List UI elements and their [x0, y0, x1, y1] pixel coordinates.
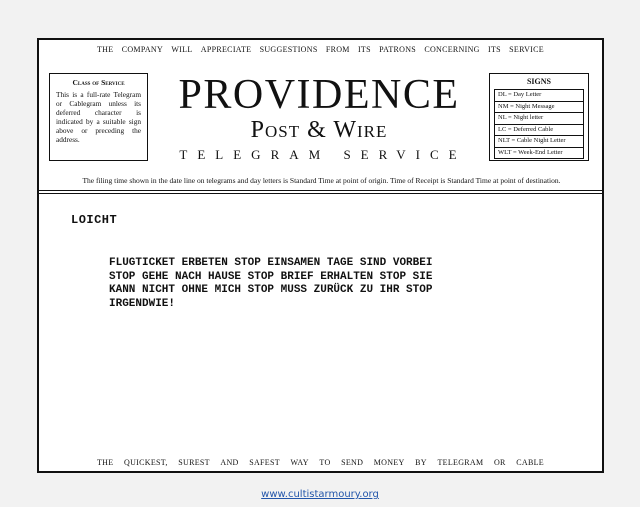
- sign-item: DL = Day Letter: [495, 90, 583, 102]
- bottom-banner-word: SUREST: [178, 458, 210, 467]
- top-banner-word: APPRECIATE: [200, 45, 252, 54]
- bottom-banner-word: AND: [220, 458, 239, 467]
- class-of-service-box: [49, 73, 148, 161]
- bottom-banner-word: OR: [493, 458, 506, 467]
- sign-item: WLT = Week-End Letter: [498, 148, 563, 156]
- bottom-banner-word: SEND: [341, 458, 364, 467]
- signs-box: [489, 73, 589, 161]
- bottom-banner-word: TELEGRAM: [437, 458, 484, 467]
- class-of-service-text: This is a full-rate Telegram or Cablegram unless its deferred character is indicated by a suitable sign above or preceding the address.: [56, 90, 141, 144]
- sign-item: LC = Deferred Cable: [495, 125, 583, 137]
- top-banner-word: ITS: [357, 45, 371, 54]
- bottom-banner-word: CABLE: [516, 458, 544, 467]
- top-banner-word: SUGGESTIONS: [259, 45, 318, 54]
- bottom-banner: [39, 458, 602, 467]
- brand-subtitle: Post & Wire: [250, 117, 388, 143]
- sign-item: NL = Night letter: [495, 113, 583, 125]
- divider: [39, 193, 602, 194]
- bottom-banner-word: THE: [97, 458, 114, 467]
- footer-link[interactable]: www.cultistarmoury.org: [261, 489, 379, 500]
- telegram-form: [37, 38, 604, 473]
- top-banner-word: SERVICE: [509, 45, 544, 54]
- top-banner-word: WILL: [171, 45, 193, 54]
- telegram-message: FLUGTICKET ERBETEN STOP EINSAMEN TAGE SIND VORBEI STOP GEHE NACH HAUSE STOP BRIEF ERHALTEN STOP SIE KANN NICHT OHNE MICH STOP MUSS ZURÜCK ZU IHR STOP IRGENDWIE!: [109, 257, 433, 310]
- bottom-banner-word: QUICKEST,: [124, 458, 168, 467]
- top-banner-word: PATRONS: [379, 45, 417, 54]
- bottom-banner-word: BY: [415, 458, 427, 467]
- brand-service: TELEGRAM SERVICE: [179, 147, 467, 162]
- signs-list: [494, 89, 584, 159]
- top-banner-word: THE: [97, 45, 114, 54]
- top-banner-word: COMPANY: [121, 45, 164, 54]
- sign-item: NLT = Cable Night Letter: [495, 136, 583, 148]
- bottom-banner-word: TO: [319, 458, 331, 467]
- signs-title: SIGNS: [526, 77, 551, 86]
- top-banner-word: CONCERNING: [424, 45, 480, 54]
- bottom-banner-word: SAFEST: [249, 458, 280, 467]
- divider: [39, 190, 602, 191]
- sign-item: NM = Night Message: [495, 102, 583, 114]
- recipient-name: LOICHT: [71, 213, 118, 227]
- class-of-service-title: Class of Service: [72, 78, 125, 87]
- top-banner-word: FROM: [325, 45, 350, 54]
- top-banner-word: ITS: [488, 45, 501, 54]
- bottom-banner-word: MONEY: [373, 458, 405, 467]
- top-banner: [39, 45, 602, 54]
- brand-name: PROVIDENCE: [178, 72, 460, 118]
- brand-block: [149, 73, 489, 163]
- filing-time-notice: The filing time shown in the date line on telegrams and day letters is Standard Time at point of origin. Time of Receipt is Standard Time at point of destination.: [82, 176, 561, 185]
- bottom-banner-word: WAY: [290, 458, 309, 467]
